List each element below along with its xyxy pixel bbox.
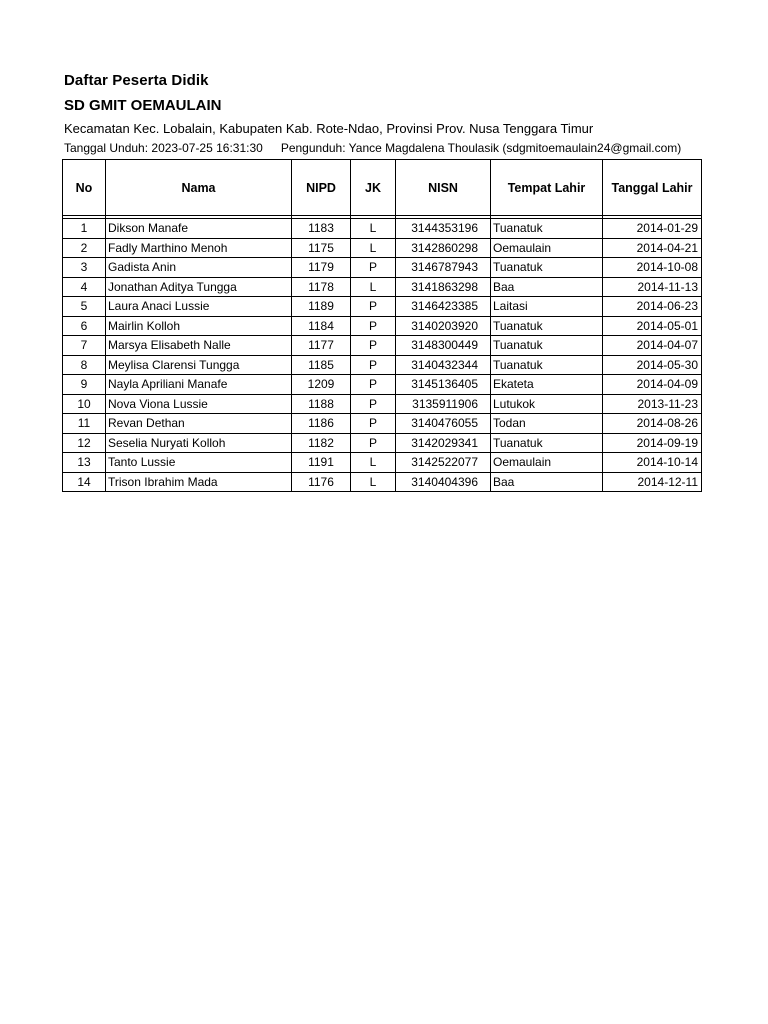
cell-nipd: 1189 — [292, 297, 351, 317]
cell-nisn: 3144353196 — [396, 219, 491, 239]
cell-nisn: 3148300449 — [396, 336, 491, 356]
cell-tempat-lahir: Ekateta — [491, 375, 603, 395]
cell-nama: Seselia Nuryati Kolloh — [106, 433, 292, 453]
cell-no: 13 — [63, 453, 106, 473]
student-table — [62, 159, 702, 492]
cell-nisn: 3140404396 — [396, 472, 491, 492]
cell-nama: Meylisa Clarensi Tungga — [106, 355, 292, 375]
cell-tempat-lahir: Oemaulain — [491, 453, 603, 473]
cell-jk: P — [351, 433, 396, 453]
cell-tempat-lahir: Tuanatuk — [491, 336, 603, 356]
cell-nipd: 1183 — [292, 219, 351, 239]
cell-tempat-lahir: Tuanatuk — [491, 355, 603, 375]
cell-nama: Laura Anaci Lussie — [106, 297, 292, 317]
cell-tanggal-lahir: 2014-04-21 — [603, 238, 702, 258]
cell-no: 12 — [63, 433, 106, 453]
download-date: Tanggal Unduh: 2023-07-25 16:31:30 — [64, 141, 263, 155]
cell-nipd: 1176 — [292, 472, 351, 492]
column-header-nama: Nama — [106, 160, 292, 216]
cell-nisn: 3146787943 — [396, 258, 491, 278]
cell-nama: Nayla Apriliani Manafe — [106, 375, 292, 395]
cell-nisn: 3142522077 — [396, 453, 491, 473]
column-header-tanggal-lahir: Tanggal Lahir — [603, 160, 702, 216]
cell-nisn: 3140432344 — [396, 355, 491, 375]
table-row — [63, 433, 702, 453]
cell-tempat-lahir: Baa — [491, 277, 603, 297]
cell-no: 14 — [63, 472, 106, 492]
table-row — [63, 453, 702, 473]
cell-nisn: 3141863298 — [396, 277, 491, 297]
cell-tanggal-lahir: 2014-09-19 — [603, 433, 702, 453]
cell-nipd: 1175 — [292, 238, 351, 258]
cell-nama: Nova Viona Lussie — [106, 394, 292, 414]
cell-jk: P — [351, 336, 396, 356]
cell-tanggal-lahir: 2014-10-08 — [603, 258, 702, 278]
cell-tempat-lahir: Baa — [491, 472, 603, 492]
cell-tanggal-lahir: 2014-04-09 — [603, 375, 702, 395]
cell-jk: P — [351, 297, 396, 317]
cell-tanggal-lahir: 2014-04-07 — [603, 336, 702, 356]
cell-nisn: 3135911906 — [396, 394, 491, 414]
page-title: Daftar Peserta Didik — [64, 72, 209, 89]
cell-nama: Tanto Lussie — [106, 453, 292, 473]
table-row — [63, 375, 702, 395]
table-header-row — [63, 160, 702, 216]
cell-tanggal-lahir: 2014-08-26 — [603, 414, 702, 434]
school-name: SD GMIT OEMAULAIN — [64, 97, 222, 114]
cell-jk: P — [351, 316, 396, 336]
table-row — [63, 258, 702, 278]
table-row — [63, 472, 702, 492]
cell-nama: Trison Ibrahim Mada — [106, 472, 292, 492]
downloader: Pengunduh: Yance Magdalena Thoulasik (sdgmitoemaulain24@gmail.com) — [280, 141, 682, 155]
cell-jk: L — [351, 219, 396, 239]
cell-nipd: 1184 — [292, 316, 351, 336]
table-row — [63, 297, 702, 317]
cell-nama: Mairlin Kolloh — [106, 316, 292, 336]
cell-jk: P — [351, 394, 396, 414]
cell-no: 1 — [63, 219, 106, 239]
school-location: Kecamatan Kec. Lobalain, Kabupaten Kab. Rote-Ndao, Provinsi Prov. Nusa Tenggara Timur — [64, 121, 594, 136]
cell-nipd: 1186 — [292, 414, 351, 434]
table-row — [63, 277, 702, 297]
table-row — [63, 394, 702, 414]
cell-no: 5 — [63, 297, 106, 317]
cell-jk: L — [351, 472, 396, 492]
table-row — [63, 355, 702, 375]
cell-nama: Marsya Elisabeth Nalle — [106, 336, 292, 356]
cell-no: 4 — [63, 277, 106, 297]
table-row — [63, 238, 702, 258]
cell-jk: P — [351, 414, 396, 434]
cell-jk: L — [351, 277, 396, 297]
cell-nisn: 3140476055 — [396, 414, 491, 434]
table-row — [63, 219, 702, 239]
table-row — [63, 414, 702, 434]
cell-no: 7 — [63, 336, 106, 356]
download-meta — [64, 141, 704, 155]
cell-no: 3 — [63, 258, 106, 278]
cell-tanggal-lahir: 2013-11-23 — [603, 394, 702, 414]
cell-nipd: 1191 — [292, 453, 351, 473]
cell-no: 6 — [63, 316, 106, 336]
table-body — [63, 216, 702, 492]
cell-tempat-lahir: Todan — [491, 414, 603, 434]
cell-tanggal-lahir: 2014-05-30 — [603, 355, 702, 375]
cell-tempat-lahir: Laitasi — [491, 297, 603, 317]
cell-tempat-lahir: Tuanatuk — [491, 316, 603, 336]
cell-nipd: 1177 — [292, 336, 351, 356]
column-header-nisn: NISN — [396, 160, 491, 216]
cell-jk: L — [351, 453, 396, 473]
cell-nisn: 3146423385 — [396, 297, 491, 317]
cell-nisn: 3145136405 — [396, 375, 491, 395]
cell-nisn: 3140203920 — [396, 316, 491, 336]
cell-nama: Jonathan Aditya Tungga — [106, 277, 292, 297]
cell-no: 10 — [63, 394, 106, 414]
cell-tanggal-lahir: 2014-10-14 — [603, 453, 702, 473]
cell-tanggal-lahir: 2014-11-13 — [603, 277, 702, 297]
cell-nipd: 1182 — [292, 433, 351, 453]
cell-nisn: 3142029341 — [396, 433, 491, 453]
cell-nama: Gadista Anin — [106, 258, 292, 278]
cell-tempat-lahir: Lutukok — [491, 394, 603, 414]
cell-nipd: 1179 — [292, 258, 351, 278]
column-header-jk: JK — [351, 160, 396, 216]
cell-no: 2 — [63, 238, 106, 258]
cell-tempat-lahir: Oemaulain — [491, 238, 603, 258]
column-header-nipd: NIPD — [292, 160, 351, 216]
cell-tempat-lahir: Tuanatuk — [491, 433, 603, 453]
cell-no: 11 — [63, 414, 106, 434]
cell-nipd: 1185 — [292, 355, 351, 375]
cell-jk: P — [351, 258, 396, 278]
cell-tempat-lahir: Tuanatuk — [491, 258, 603, 278]
column-header-no: No — [63, 160, 106, 216]
column-header-tempat-lahir: Tempat Lahir — [491, 160, 603, 216]
cell-jk: P — [351, 355, 396, 375]
cell-nipd: 1178 — [292, 277, 351, 297]
cell-nama: Dikson Manafe — [106, 219, 292, 239]
table-row — [63, 316, 702, 336]
cell-nipd: 1209 — [292, 375, 351, 395]
table-row — [63, 336, 702, 356]
cell-jk: L — [351, 238, 396, 258]
cell-jk: P — [351, 375, 396, 395]
cell-nama: Fadly Marthino Menoh — [106, 238, 292, 258]
cell-tanggal-lahir: 2014-05-01 — [603, 316, 702, 336]
cell-no: 8 — [63, 355, 106, 375]
cell-nipd: 1188 — [292, 394, 351, 414]
cell-tanggal-lahir: 2014-06-23 — [603, 297, 702, 317]
cell-no: 9 — [63, 375, 106, 395]
cell-nisn: 3142860298 — [396, 238, 491, 258]
cell-tanggal-lahir: 2014-12-11 — [603, 472, 702, 492]
cell-tempat-lahir: Tuanatuk — [491, 219, 603, 239]
cell-nama: Revan Dethan — [106, 414, 292, 434]
cell-tanggal-lahir: 2014-01-29 — [603, 219, 702, 239]
